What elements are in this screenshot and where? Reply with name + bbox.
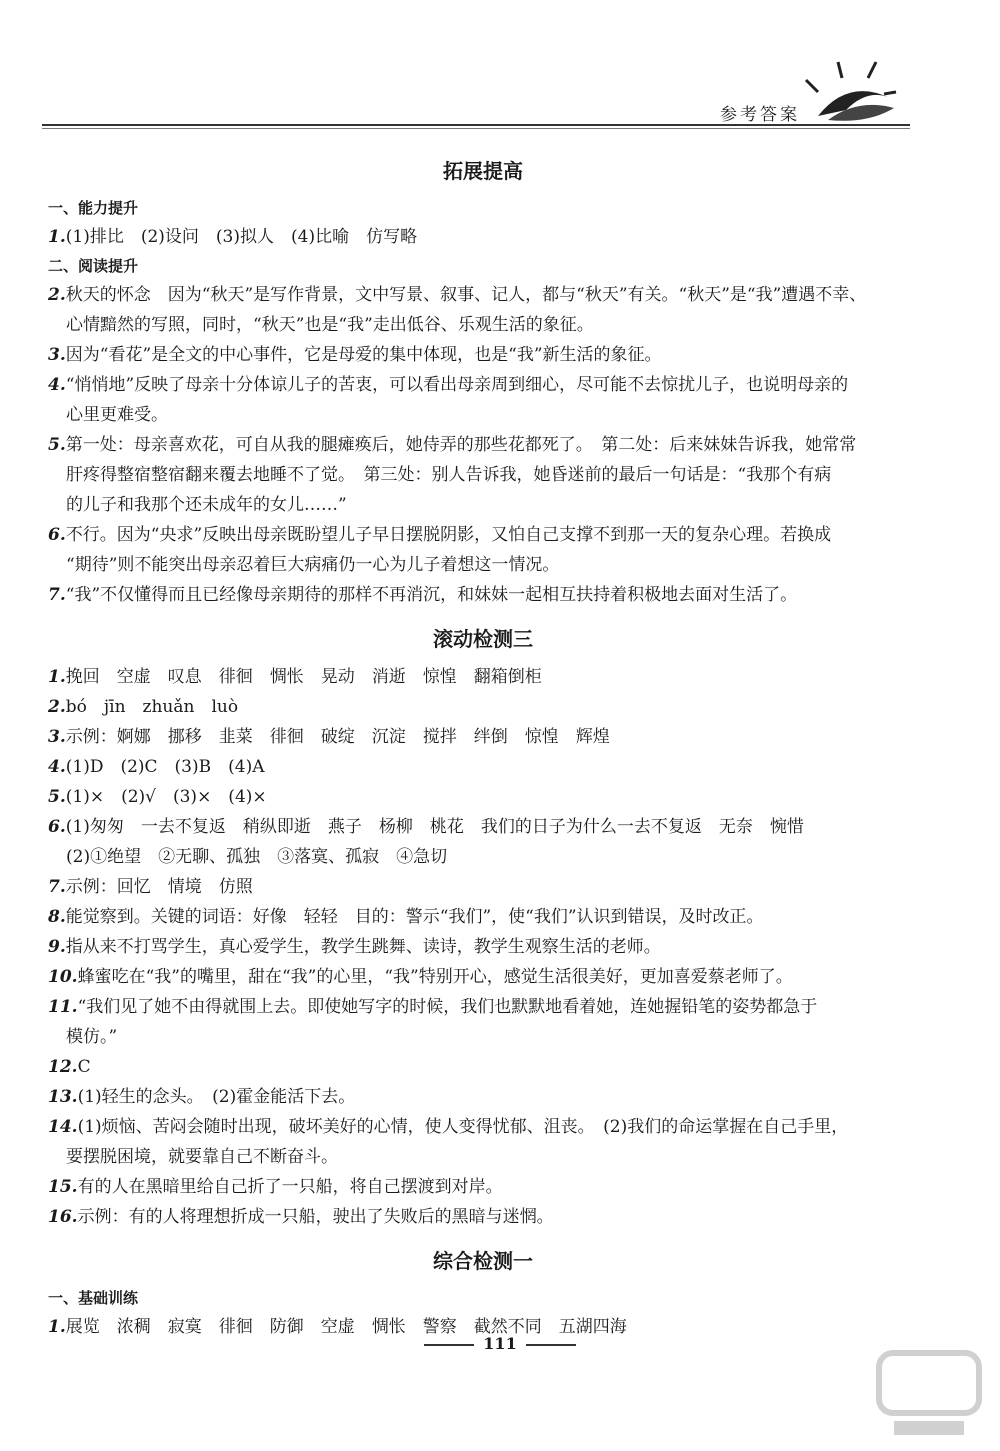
section-title: 综合检测一	[433, 1249, 533, 1273]
item-number: 12.	[48, 1057, 78, 1077]
answer-item	[48, 580, 918, 610]
item-number: 1.	[48, 227, 66, 247]
item-text: 模仿。”	[66, 1027, 118, 1047]
item-number: 3.	[48, 345, 66, 365]
page-footer	[400, 1334, 600, 1353]
item-text: 心情黯然的写照，同时，“秋天”也是“我”走出低谷、乐观生活的象征。	[66, 315, 594, 335]
item-number: 4.	[48, 375, 66, 395]
item-text: 心里更难受。	[66, 405, 168, 425]
item-number: 10.	[48, 967, 78, 987]
item-number: 5.	[48, 787, 66, 807]
answer-item	[48, 752, 918, 782]
item-text: (1)× (2)√ (3)× (4)×	[65, 787, 267, 807]
item-text: “我”不仅懂得而且已经像母亲期待的那样不再消沉，和妹妹一起相互扶持着积极地去面对生活了。	[65, 585, 798, 605]
item-text: (1)匆匆 一去不复返 稍纵即逝 燕子 杨柳 桃花 我们的日子为什么一去不复返 无奈 惋惜	[65, 817, 804, 837]
item-text: (2)①绝望 ②无聊、孤独 ③落寞、孤寂 ④急切	[66, 847, 448, 867]
answer-item	[48, 812, 918, 872]
item-text: (1)烦恼、苦闷会随时出现，破坏美好的心情，使人变得忧郁、沮丧。 (2)我们的命运掌握在自己手里，	[77, 1117, 849, 1137]
item-number: 6.	[48, 817, 66, 837]
item-text: 肝疼得整宿整宿翻来覆去地睡不了觉。 第三处：别人告诉我，她昏迷前的最后一句话是：“我那个有病	[66, 465, 832, 485]
item-number: 14.	[48, 1117, 78, 1137]
answer-item	[48, 430, 918, 520]
item-number: 1.	[48, 667, 66, 687]
answer-item	[48, 722, 918, 752]
item-text: 示例：婀娜 挪移 韭菜 徘徊 破绽 沉淀 搅拌 绊倒 惊惶 辉煌	[65, 727, 610, 747]
answer-item	[48, 340, 918, 370]
item-number: 2.	[48, 697, 66, 717]
item-text: 指从来不打骂学生，真心爱学生，教学生跳舞、读诗，教学生观察生活的老师。	[65, 937, 661, 957]
item-text: “期待”则不能突出母亲忍着巨大病痛仍一心为儿子着想这一情况。	[66, 555, 560, 575]
answer-item	[48, 1172, 918, 1202]
item-text: 能觉察到。关键的词语：好像 轻轻 目的：警示“我们”，使“我们”认识到错误，及时改正。	[65, 907, 764, 927]
subsection-title: 二、阅读提升	[48, 257, 139, 275]
item-text: 第一处：母亲喜欢花，可自从我的腿瘫痪后，她侍弄的那些花都死了。 第二处：后来妹妹告诉我，她常常	[65, 435, 857, 455]
subsection-title: 一、能力提升	[48, 199, 139, 217]
answer-item	[48, 962, 918, 992]
item-number: 6.	[48, 525, 66, 545]
item-text: (1)D (2)C (3)B (4)A	[65, 757, 265, 777]
answer-item	[48, 222, 918, 252]
section-title: 滚动检测三	[433, 627, 533, 651]
item-text: 有的人在黑暗里给自己折了一只船，将自己摆渡到对岸。	[77, 1177, 503, 1197]
item-text: bó jīn zhuǎn luò	[65, 697, 239, 717]
item-number: 15.	[48, 1177, 78, 1197]
sun-logo-icon	[798, 58, 898, 128]
item-text: 的儿子和我那个还未成年的女儿……”	[66, 495, 347, 515]
item-text: 不行。因为“央求”反映出母亲既盼望儿子早日摆脱阴影，又怕自己支撑不到那一天的复杂心理。若换成	[65, 525, 832, 545]
item-text: 要摆脱困境，就要靠自己不断奋斗。	[66, 1147, 338, 1167]
answer-item	[48, 692, 918, 722]
item-number: 1.	[48, 1317, 66, 1337]
item-text: 示例：有的人将理想折成一只船，驶出了失败后的黑暗与迷惘。	[77, 1207, 554, 1227]
page-header	[42, 58, 910, 134]
item-text: 示例：回忆 情境 仿照	[65, 877, 253, 897]
item-text: “悄悄地”反映了母亲十分体谅儿子的苦衷，可以看出母亲周到细心，尽可能不去惊扰儿子，也说明母亲的	[65, 375, 849, 395]
item-number: 7.	[48, 877, 66, 897]
item-number: 8.	[48, 907, 66, 927]
answer-content	[48, 150, 918, 1342]
item-text: 因为“看花”是全文的中心事件，它是母爱的集中体现，也是“我”新生活的象征。	[65, 345, 662, 365]
answer-item	[48, 662, 918, 692]
item-text: (1)轻生的念头。 (2)霍金能活下去。	[77, 1087, 356, 1107]
watermark-logo-icon	[874, 1343, 984, 1443]
item-text: 挽回 空虚 叹息 徘徊 惆怅 晃动 消逝 惊惶 翻箱倒柜	[65, 667, 542, 687]
answer-item	[48, 1112, 918, 1172]
item-number: 11.	[48, 997, 78, 1017]
item-text: “我们见了她不由得就围上去。即使她写字的时候，我们也默默地看着她，连她握铅笔的姿势都急于	[77, 997, 818, 1017]
item-text: 展览 浓稠 寂寞 徘徊 防御 空虚 惆怅 警察 截然不同 五湖四海	[65, 1317, 627, 1337]
answer-item	[48, 872, 918, 902]
answer-item	[48, 902, 918, 932]
item-text: (1)排比 (2)设问 (3)拟人 (4)比喻 仿写略	[65, 227, 418, 247]
footer-deco-right	[526, 1344, 576, 1346]
section-title: 拓展提高	[443, 159, 523, 183]
answer-item	[48, 520, 918, 580]
answer-item	[48, 1052, 918, 1082]
item-number: 9.	[48, 937, 66, 957]
footer-deco-left	[424, 1344, 474, 1346]
item-text: 蜂蜜吃在“我”的嘴里，甜在“我”的心里，“我”特别开心，感觉生活很美好，更加喜爱蔡老师了。	[77, 967, 793, 987]
item-text: C	[77, 1057, 91, 1077]
subsection-title: 一、基础训练	[48, 1289, 139, 1307]
answer-item	[48, 370, 918, 430]
item-number: 5.	[48, 435, 66, 455]
item-number: 13.	[48, 1087, 78, 1107]
answer-item	[48, 932, 918, 962]
answer-item	[48, 782, 918, 812]
item-number: 7.	[48, 585, 66, 605]
item-number: 2.	[48, 285, 66, 305]
header-title: 参考答案	[720, 105, 800, 125]
answer-item	[48, 1082, 918, 1112]
item-number: 3.	[48, 727, 66, 747]
answer-item	[48, 1202, 918, 1232]
header-rule-thin	[42, 128, 910, 129]
item-text: 秋天的怀念 因为“秋天”是写作背景，文中写景、叙事、记人，都与“秋天”有关。“秋天”是“我”遭遇不幸、	[65, 285, 867, 305]
item-number: 4.	[48, 757, 66, 777]
item-number: 16.	[48, 1207, 78, 1227]
answer-item	[48, 280, 918, 340]
page-number: 111	[483, 1334, 517, 1353]
answer-item	[48, 992, 918, 1052]
